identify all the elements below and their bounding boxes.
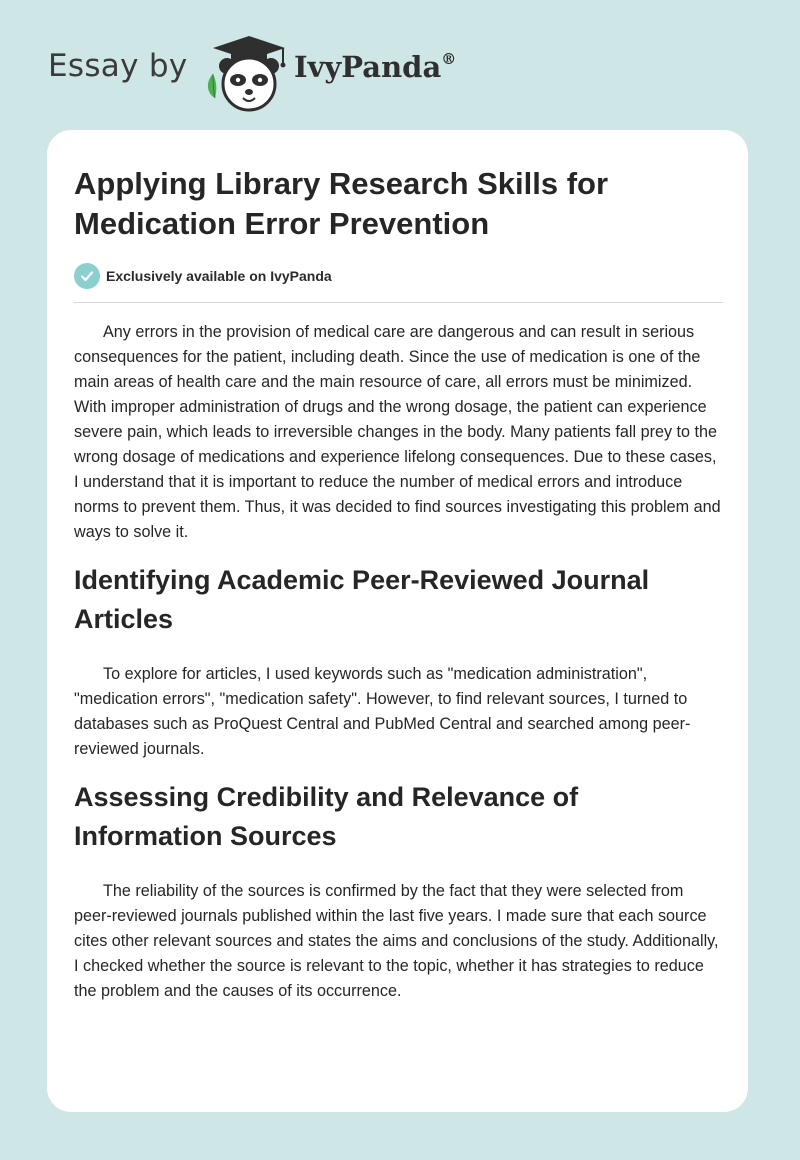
intro-paragraph: Any errors in the provision of medical care are dangerous and can result in serious consequences for the patient, including death. Since the use of medication is one of the main areas of health care and the main resource of care, all errors must be minimized. With improper administration of drugs and the wrong dosage, the patient can experience severe pain, which leads to irreversible changes in the body. Many patients fall prey to the wrong dosage of medications and experience lifelong consequences. Due to these cases, I understand that it is important to reduce the number of medical errors and introduce norms to prevent them. Thus, it was decided to find sources investigating this problem and ways to solve it. [74,323,721,541]
section-paragraph: The reliability of the sources is confirmed by the fact that they were selected from peer-reviewed journals published within the last five years. I made sure that each source cites other relevant sources and states the aims and conclusions of the study. Additionally, I checked whether the source is relevant to the topic, whether it has strategies to reduce the problem and the causes of its occurrence. [74,882,719,1000]
exclusive-text: Exclusively available on IvyPanda [106,268,332,284]
divider [74,302,723,303]
exclusive-badge [74,263,332,289]
brand-header [48,30,508,110]
panda-logo-icon[interactable] [203,34,291,114]
section-paragraph: To explore for articles, I used keywords such as "medication administration", "medication errors", "medication safety". However, to find relevant sources, I turned to databases such as ProQuest Central and PubMed Central and searched among peer-reviewed journals. [74,665,691,758]
check-icon [74,263,100,289]
brand-prefix: Essay by [48,48,188,84]
article-card [47,130,748,1112]
section-heading: Assessing Credibility and Relevance of Information Sources [74,782,579,851]
brand-name: IvyPanda® [294,50,457,84]
article-title: Applying Library Research Skills for Medication Error Prevention [74,166,609,241]
section-heading: Identifying Academic Peer-Reviewed Journal Articles [74,565,650,634]
